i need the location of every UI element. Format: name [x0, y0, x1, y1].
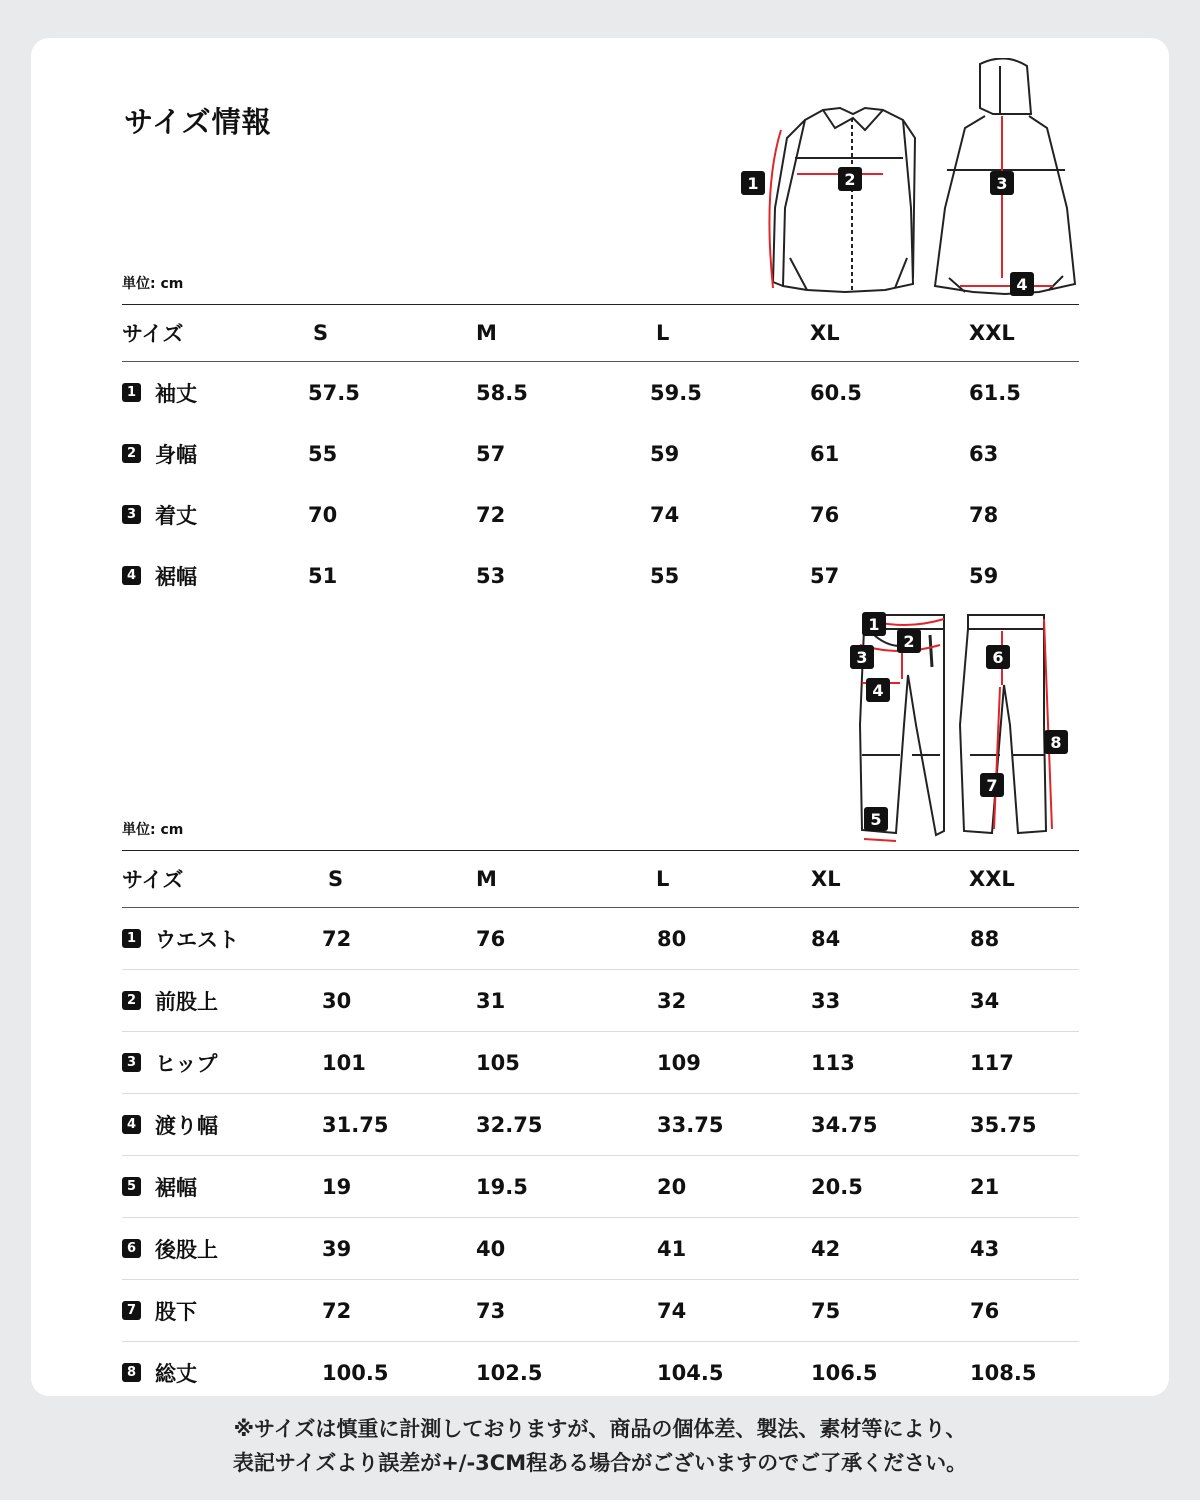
table-row	[122, 362, 1079, 423]
cell-value: 19.5	[476, 1174, 528, 1199]
row-label: 裾幅	[155, 564, 197, 589]
cell-value: 113	[811, 1050, 855, 1075]
cell-value: 51	[308, 563, 338, 588]
cell-value: 32.75	[476, 1112, 543, 1137]
table-row	[122, 423, 1079, 484]
row-label: 総丈	[155, 1361, 197, 1386]
cell-value: 78	[969, 502, 999, 527]
cell-value: 75	[811, 1298, 841, 1323]
row-label: ウエスト	[155, 927, 239, 952]
cell-value: 76	[476, 926, 506, 951]
cell-value: 100.5	[322, 1360, 389, 1385]
row-label: 身幅	[155, 442, 197, 467]
row-label: 袖丈	[155, 381, 197, 406]
cell-value: 70	[308, 502, 338, 527]
cell-value: 39	[322, 1236, 352, 1261]
cell-value: 73	[476, 1298, 506, 1323]
jacket-badge-2: 2	[844, 170, 856, 189]
header-size-label: サイズ	[122, 868, 184, 892]
row-badge: 7	[122, 1301, 141, 1320]
row-label: 着丈	[155, 503, 197, 528]
jacket-badge-4: 4	[1016, 275, 1028, 294]
table-row	[122, 970, 1079, 1032]
table-row	[122, 908, 1079, 970]
cell-value: 105	[476, 1050, 520, 1075]
cell-value: 76	[810, 502, 840, 527]
row-badge: 4	[122, 566, 141, 585]
cell-value: 106.5	[811, 1360, 878, 1385]
cell-value: 59.5	[650, 380, 702, 405]
pants-badge-6: 6	[992, 648, 1004, 667]
cell-value: 55	[650, 563, 680, 588]
row-badge: 1	[122, 929, 141, 948]
cell-value: 42	[811, 1236, 841, 1261]
pants-badge-2: 2	[903, 632, 915, 651]
row-badge: 1	[122, 383, 141, 402]
cell-value: 31	[476, 988, 506, 1013]
pants-badge-7: 7	[986, 776, 998, 795]
table-row	[122, 1032, 1079, 1094]
cell-value: 20.5	[811, 1174, 863, 1199]
jacket-diagram	[735, 58, 1080, 298]
pants-size-table	[122, 850, 1079, 1403]
cell-value: 58.5	[476, 380, 528, 405]
cell-value: 59	[969, 563, 999, 588]
cell-value: 60.5	[810, 380, 862, 405]
row-label: 股下	[155, 1299, 197, 1324]
header-xxl: XXL	[969, 321, 1015, 345]
table-row	[122, 1156, 1079, 1218]
pants-badge-1: 1	[868, 615, 880, 634]
header-size-label: サイズ	[122, 322, 184, 346]
header-s: S	[328, 867, 344, 891]
cell-value: 34	[970, 988, 1000, 1013]
jacket-badge-1: 1	[747, 174, 759, 193]
row-label: 裾幅	[155, 1175, 197, 1200]
table-row	[122, 484, 1079, 545]
cell-value: 57.5	[308, 380, 360, 405]
row-badge: 2	[122, 991, 141, 1010]
cell-value: 61.5	[969, 380, 1021, 405]
pants-unit-label: 単位: cm	[122, 822, 184, 838]
cell-value: 102.5	[476, 1360, 543, 1385]
jacket-unit-label: 単位: cm	[122, 276, 184, 292]
header-l: L	[656, 321, 670, 345]
table-row	[122, 545, 1079, 606]
jacket-badge-3: 3	[996, 174, 1008, 193]
table-row	[122, 1280, 1079, 1342]
header-xl: XL	[811, 867, 841, 891]
row-label: 後股上	[155, 1237, 218, 1262]
pants-table-header	[122, 850, 1079, 908]
header-s: S	[313, 321, 329, 345]
cell-value: 108.5	[970, 1360, 1037, 1385]
cell-value: 101	[322, 1050, 366, 1075]
cell-value: 33.75	[657, 1112, 724, 1137]
table-row	[122, 1218, 1079, 1280]
header-m: M	[476, 321, 497, 345]
cell-value: 43	[970, 1236, 1000, 1261]
cell-value: 117	[970, 1050, 1014, 1075]
cell-value: 34.75	[811, 1112, 878, 1137]
cell-value: 21	[970, 1174, 1000, 1199]
cell-value: 84	[811, 926, 841, 951]
footnote	[0, 1412, 1200, 1480]
footnote-line-1: ※サイズは慎重に計測しておりますが、商品の個体差、製法、素材等により、	[233, 1417, 967, 1441]
row-badge: 6	[122, 1239, 141, 1258]
row-badge: 2	[122, 444, 141, 463]
row-badge: 4	[122, 1115, 141, 1134]
header-m: M	[476, 867, 497, 891]
cell-value: 41	[657, 1236, 687, 1261]
cell-value: 74	[650, 502, 680, 527]
cell-value: 80	[657, 926, 687, 951]
table-row	[122, 1342, 1079, 1403]
cell-value: 19	[322, 1174, 352, 1199]
row-badge: 5	[122, 1177, 141, 1196]
header-xl: XL	[810, 321, 840, 345]
pants-badge-5: 5	[870, 810, 882, 829]
row-label: 前股上	[155, 989, 218, 1014]
pants-badge-8: 8	[1050, 733, 1062, 752]
cell-value: 31.75	[322, 1112, 389, 1137]
cell-value: 74	[657, 1298, 687, 1323]
cell-value: 40	[476, 1236, 506, 1261]
cell-value: 30	[322, 988, 352, 1013]
cell-value: 32	[657, 988, 687, 1013]
cell-value: 35.75	[970, 1112, 1037, 1137]
cell-value: 63	[969, 441, 999, 466]
cell-value: 109	[657, 1050, 701, 1075]
pants-badge-3: 3	[856, 648, 868, 667]
cell-value: 53	[476, 563, 506, 588]
header-l: L	[656, 867, 670, 891]
pants-badge-4: 4	[872, 681, 884, 700]
jacket-size-table	[122, 304, 1079, 606]
cell-value: 72	[476, 502, 506, 527]
jacket-table-header	[122, 304, 1079, 362]
cell-value: 20	[657, 1174, 687, 1199]
footnote-line-2: 表記サイズより誤差が+/-3CM程ある場合がございますのでご了承ください。	[232, 1451, 968, 1475]
pants-diagram	[840, 605, 1080, 845]
cell-value: 88	[970, 926, 1000, 951]
cell-value: 33	[811, 988, 841, 1013]
cell-value: 57	[810, 563, 840, 588]
cell-value: 72	[322, 1298, 352, 1323]
cell-value: 72	[322, 926, 352, 951]
row-badge: 3	[122, 505, 141, 524]
cell-value: 61	[810, 441, 840, 466]
row-badge: 8	[122, 1363, 141, 1382]
row-badge: 3	[122, 1053, 141, 1072]
table-row	[122, 1094, 1079, 1156]
row-label: ヒップ	[155, 1051, 218, 1076]
cell-value: 104.5	[657, 1360, 724, 1385]
cell-value: 57	[476, 441, 506, 466]
cell-value: 59	[650, 441, 680, 466]
cell-value: 76	[970, 1298, 1000, 1323]
page-title: サイズ情報	[124, 105, 272, 139]
cell-value: 55	[308, 441, 338, 466]
header-xxl: XXL	[969, 867, 1015, 891]
row-label: 渡り幅	[155, 1113, 218, 1138]
